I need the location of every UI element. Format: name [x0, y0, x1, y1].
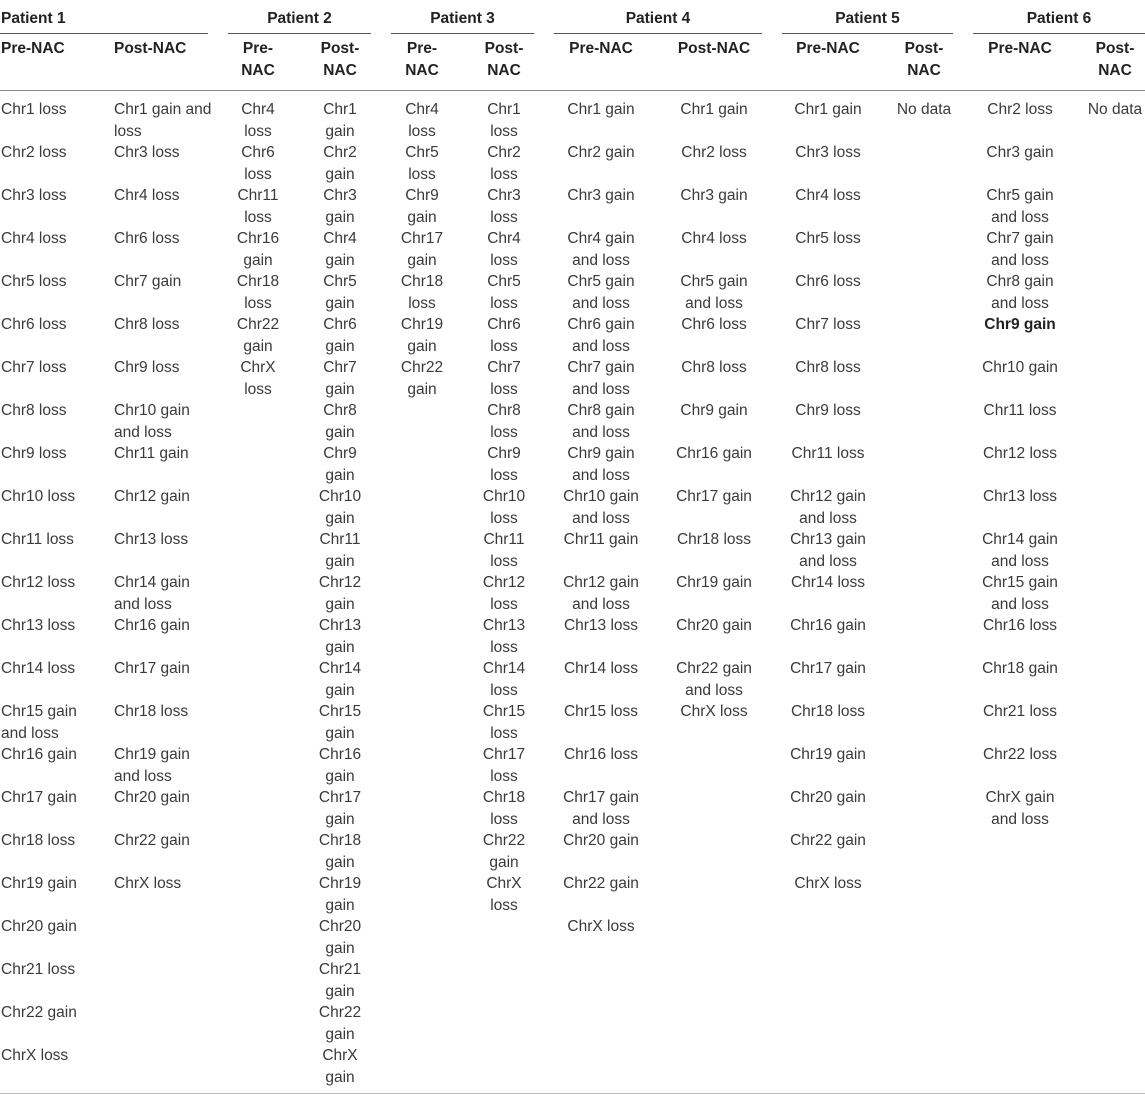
- patient-1-post-cell: Chr1 gain and loss: [114, 101, 212, 140]
- patient-2-post-cell: Chr21 gain: [318, 961, 362, 1000]
- patient-5-pre-cell: Chr16 gain: [790, 617, 866, 634]
- patient-3-post-cell: Chr18 loss: [482, 789, 526, 828]
- patient-1-pre-cell: Chr7 loss: [1, 359, 67, 376]
- patient-3-post-cell: Chr6 loss: [487, 316, 521, 355]
- patient-5-pre-cell: ChrX loss: [794, 875, 862, 892]
- patient-4-post-cell: Chr20 gain: [676, 617, 752, 634]
- patient-6-pre-cell: Chr7 gain and loss: [986, 230, 1054, 269]
- patient-3-post-cell: ChrX loss: [486, 875, 522, 914]
- patient-2-post-cell: Chr11 gain: [319, 531, 361, 570]
- patient-1-post-cell: Chr8 loss: [114, 316, 180, 333]
- patient-2-post-cell: Chr19 gain: [318, 875, 362, 914]
- patient-2-pre-cell: Chr16 gain: [236, 230, 280, 269]
- patient-2-pre-header: Pre-NAC: [241, 40, 275, 79]
- patient-3-pre-cell: Chr19 gain: [400, 316, 444, 355]
- patient-2-post-cell: Chr18 gain: [318, 832, 362, 871]
- patient-1-pre-header: Pre-NAC: [1, 40, 65, 57]
- patient-2-post-cell: Chr20 gain: [318, 918, 362, 957]
- patient-2-post-cell: Chr15 gain: [318, 703, 362, 742]
- patient-3-post-cell: Chr15 loss: [482, 703, 526, 742]
- patient-4-pre-cell: Chr13 loss: [563, 617, 639, 634]
- patient-1-pre-cell: Chr16 gain: [1, 746, 77, 763]
- patient-4-post-cell: Chr22 gain and loss: [676, 660, 752, 699]
- patient-1-pre-cell: Chr3 loss: [1, 187, 67, 204]
- patient-3-post-cell: Chr12 loss: [482, 574, 526, 613]
- patient-3-pre-cell: Chr5 loss: [405, 144, 439, 183]
- patient-6-pre-cell: Chr8 gain and loss: [986, 273, 1054, 312]
- patient-5-pre-cell: Chr9 loss: [795, 402, 861, 419]
- patient-1-pre-cell: ChrX loss: [1, 1047, 69, 1064]
- patient-2-post-cell: Chr4 gain: [323, 230, 357, 269]
- patient-3-pre-cell: Chr18 loss: [400, 273, 444, 312]
- patient-1-post-cell: Chr19 gain and loss: [114, 746, 190, 785]
- patient-1-pre-cell: Chr2 loss: [1, 144, 67, 161]
- patient-2-pre-cell: Chr6 loss: [241, 144, 275, 183]
- patient-4-pre-cell: Chr14 loss: [563, 660, 639, 677]
- patient-2-post-cell: Chr16 gain: [318, 746, 362, 785]
- patient-5-pre-cell: Chr8 loss: [795, 359, 861, 376]
- patient-2-pre-cell: Chr22 gain: [236, 316, 280, 355]
- patient-4-post-cell: Chr4 loss: [681, 230, 747, 247]
- patient-1-post-cell: Chr16 gain: [114, 617, 190, 634]
- patient-1-post-cell: Chr13 loss: [114, 531, 189, 548]
- patient-3-pre-cell: Chr4 loss: [405, 101, 439, 140]
- patient-6-header: Patient 6: [1026, 10, 1092, 27]
- patient-3-post-cell: Chr3 loss: [487, 187, 521, 226]
- patient-3-pre-cell: Chr9 gain: [405, 187, 439, 226]
- patient-1-post-cell: Chr7 gain: [114, 273, 182, 290]
- patient-3-pre-header: Pre-NAC: [405, 40, 439, 79]
- patient-3-post-header: Post-NAC: [484, 40, 524, 79]
- patient-4-post-cell: ChrX loss: [680, 703, 748, 720]
- patient-4-pre-cell: ChrX loss: [567, 918, 635, 935]
- patient-6-pre-cell: Chr3 gain: [986, 144, 1054, 161]
- patient-2-post-header: Post-NAC: [320, 40, 360, 79]
- patient-2-post-cell: Chr22 gain: [318, 1004, 362, 1043]
- patient-4-pre-cell: Chr15 loss: [563, 703, 639, 720]
- patient-1-pre-cell: Chr1 loss: [1, 101, 67, 118]
- patient-4-post-cell: Chr17 gain: [676, 488, 752, 505]
- patient-6-pre-cell: ChrX gain and loss: [985, 789, 1055, 828]
- patient-1-pre-cell: Chr4 loss: [1, 230, 67, 247]
- patient-5-pre-header: Pre-NAC: [796, 40, 860, 57]
- patient-3-post-cell: Chr4 loss: [487, 230, 521, 269]
- patient-4-pre-cell: Chr7 gain and loss: [567, 359, 635, 398]
- patient-5-pre-cell: Chr14 loss: [790, 574, 866, 591]
- patient-1-pre-cell: Chr10 loss: [1, 488, 76, 505]
- patient-5-post-header: Post-NAC: [904, 40, 944, 79]
- patient-3-post-cell: Chr2 loss: [487, 144, 521, 183]
- patient-3-header: Patient 3: [430, 10, 495, 27]
- patient-4-pre-cell: Chr2 gain: [567, 144, 635, 161]
- patient-2-post-cell: Chr5 gain: [323, 273, 357, 312]
- patient-4-pre-cell: Chr16 loss: [563, 746, 639, 763]
- patient-6-pre-cell: Chr21 loss: [982, 703, 1058, 720]
- patient-1-pre-cell: Chr5 loss: [1, 273, 67, 290]
- patient-1-pre-cell: Chr6 loss: [1, 316, 67, 333]
- patient-2-post-cell: Chr14 gain: [318, 660, 362, 699]
- patient-4-post-cell: Chr3 gain: [680, 187, 748, 204]
- patient-2-post-cell: Chr8 gain: [323, 402, 357, 441]
- patient-4-pre-cell: Chr10 gain and loss: [563, 488, 639, 527]
- patient-1-post-cell: Chr14 gain and loss: [114, 574, 190, 613]
- patient-6-pre-cell: Chr15 gain and loss: [982, 574, 1058, 613]
- patient-4-post-cell: Chr8 loss: [681, 359, 747, 376]
- patient-4-pre-cell: Chr20 gain: [563, 832, 639, 849]
- patient-4-pre-cell: Chr22 gain: [563, 875, 639, 892]
- patient-1-post-cell: Chr4 loss: [114, 187, 180, 204]
- patient-6-post-cell: No data: [1087, 101, 1143, 118]
- patient-5-pre-cell: Chr22 gain: [790, 832, 866, 849]
- patient-2-pre-cell: Chr11 loss: [237, 187, 279, 226]
- patient-2-post-cell: Chr10 gain: [318, 488, 362, 527]
- patient-6-pre-header: Pre-NAC: [988, 40, 1052, 57]
- patient-1-pre-cell: Chr19 gain: [1, 875, 77, 892]
- patient-4-pre-cell: Chr3 gain: [567, 187, 635, 204]
- patient-5-pre-cell: Chr4 loss: [795, 187, 861, 204]
- patient-4-pre-cell: Chr12 gain and loss: [563, 574, 639, 613]
- patient-4-pre-cell: Chr5 gain and loss: [567, 273, 635, 312]
- patient-5-pre-cell: Chr13 gain and loss: [790, 531, 866, 570]
- patient-3-post-cell: Chr7 loss: [487, 359, 521, 398]
- patient-6-pre-cell: Chr14 gain and loss: [982, 531, 1058, 570]
- patient-6-pre-cell: Chr13 loss: [982, 488, 1058, 505]
- patient-1-pre-cell: Chr14 loss: [1, 660, 76, 677]
- patient-4-post-cell: Chr19 gain: [676, 574, 752, 591]
- patient-4-post-cell: Chr1 gain: [680, 101, 748, 118]
- patient-4-post-cell: Chr16 gain: [676, 445, 752, 462]
- patient-6-pre-cell: Chr12 loss: [982, 445, 1058, 462]
- table-bottom-rule: [0, 1093, 1145, 1094]
- patient-1-pre-cell: Chr8 loss: [1, 402, 67, 419]
- patient-4-header: Patient 4: [625, 10, 691, 27]
- patient-4-pre-header: Pre-NAC: [569, 40, 633, 57]
- patient-1-pre-cell: Chr12 loss: [1, 574, 76, 591]
- patient-6-pre-cell: Chr2 loss: [987, 101, 1053, 118]
- patient-1-post-cell: Chr9 loss: [114, 359, 180, 376]
- patient-2-header: Patient 2: [267, 10, 332, 27]
- patient-5-pre-cell: Chr20 gain: [790, 789, 866, 806]
- patient-6-pre-cell: Chr16 loss: [982, 617, 1058, 634]
- patient-1-pre-cell: Chr20 gain: [1, 918, 77, 935]
- patient-6-pre-cell: Chr18 gain: [982, 660, 1058, 677]
- patient-1-rule: [0, 33, 208, 34]
- patient-2-post-cell: Chr17 gain: [318, 789, 362, 828]
- patient-4-post-cell: Chr18 loss: [676, 531, 752, 548]
- patient-2-rule: [228, 33, 371, 34]
- patient-1-post-cell: Chr18 loss: [114, 703, 189, 720]
- patient-2-post-cell: Chr6 gain: [323, 316, 357, 355]
- patient-5-pre-cell: Chr12 gain and loss: [790, 488, 866, 527]
- header-bottom-rule: [0, 90, 1145, 91]
- patient-4-pre-cell: Chr17 gain and loss: [563, 789, 639, 828]
- patient-6-pre-cell: Chr5 gain and loss: [986, 187, 1054, 226]
- patient-1-post-cell: ChrX loss: [114, 875, 182, 892]
- patient-3-pre-cell: Chr17 gain: [400, 230, 444, 269]
- patient-1-pre-cell: Chr11 loss: [1, 531, 74, 548]
- patient-6-pre-cell: Chr9 gain: [984, 316, 1056, 333]
- patient-6-post-header: Post-NAC: [1095, 40, 1135, 79]
- patient-3-post-cell: Chr22 gain: [482, 832, 526, 871]
- patient-1-pre-cell: Chr15 gain and loss: [1, 703, 77, 742]
- patient-3-post-cell: Chr11 loss: [483, 531, 525, 570]
- patient-4-rule: [554, 33, 762, 34]
- patient-5-pre-cell: Chr17 gain: [790, 660, 866, 677]
- patient-5-pre-cell: Chr5 loss: [795, 230, 861, 247]
- patient-1-pre-cell: Chr13 loss: [1, 617, 76, 634]
- patient-1-post-cell: Chr22 gain: [114, 832, 190, 849]
- patient-5-pre-cell: Chr7 loss: [795, 316, 861, 333]
- patient-1-pre-cell: Chr18 loss: [1, 832, 76, 849]
- patient-5-pre-cell: Chr18 loss: [790, 703, 866, 720]
- patient-1-post-cell: Chr10 gain and loss: [114, 402, 190, 441]
- patient-4-pre-cell: Chr1 gain: [567, 101, 635, 118]
- patient-5-header: Patient 5: [835, 10, 900, 27]
- patient-3-post-cell: Chr17 loss: [482, 746, 526, 785]
- patient-1-post-header: Post-NAC: [114, 40, 187, 57]
- patient-5-pre-cell: Chr19 gain: [790, 746, 866, 763]
- patient-5-pre-cell: Chr6 loss: [795, 273, 861, 290]
- patient-5-pre-cell: Chr11 loss: [791, 445, 865, 462]
- patient-2-post-cell: Chr7 gain: [323, 359, 357, 398]
- patient-4-pre-cell: Chr11 gain: [563, 531, 639, 548]
- patient-2-post-cell: Chr2 gain: [323, 144, 357, 183]
- patient-2-post-cell: Chr1 gain: [323, 101, 357, 140]
- patient-3-rule: [391, 33, 534, 34]
- patient-3-post-cell: Chr5 loss: [487, 273, 521, 312]
- patient-1-pre-cell: Chr9 loss: [1, 445, 67, 462]
- patient-4-pre-cell: Chr6 gain and loss: [567, 316, 635, 355]
- patient-1-post-cell: Chr17 gain: [114, 660, 190, 677]
- patient-4-pre-cell: Chr9 gain and loss: [567, 445, 635, 484]
- patient-4-post-header: Post-NAC: [677, 40, 751, 57]
- patient-3-post-cell: Chr1 loss: [487, 101, 521, 140]
- patient-4-pre-cell: Chr8 gain and loss: [567, 402, 635, 441]
- patient-1-header: Patient 1: [1, 10, 66, 27]
- patient-2-post-cell: Chr3 gain: [323, 187, 357, 226]
- patient-2-post-cell: ChrX gain: [322, 1047, 358, 1086]
- patient-4-post-cell: Chr6 loss: [681, 316, 747, 333]
- patient-6-rule: [973, 33, 1145, 34]
- patient-3-post-cell: Chr8 loss: [487, 402, 521, 441]
- patient-4-post-cell: Chr9 gain: [680, 402, 748, 419]
- patient-5-rule: [782, 33, 953, 34]
- patient-1-pre-cell: Chr21 loss: [1, 961, 76, 978]
- patient-1-post-cell: Chr20 gain: [114, 789, 190, 806]
- patient-1-pre-cell: Chr22 gain: [1, 1004, 77, 1021]
- patient-2-post-cell: Chr13 gain: [318, 617, 362, 656]
- patient-3-post-cell: Chr10 loss: [482, 488, 526, 527]
- patient-2-post-cell: Chr9 gain: [323, 445, 357, 484]
- patient-3-pre-cell: Chr22 gain: [400, 359, 444, 398]
- patient-4-pre-cell: Chr4 gain and loss: [567, 230, 635, 269]
- patient-4-post-cell: Chr5 gain and loss: [680, 273, 748, 312]
- patient-3-post-cell: Chr14 loss: [482, 660, 526, 699]
- patient-3-post-cell: Chr9 loss: [487, 445, 521, 484]
- patient-1-pre-cell: Chr17 gain: [1, 789, 77, 806]
- patient-2-pre-cell: ChrX loss: [240, 359, 276, 398]
- patient-5-pre-cell: Chr3 loss: [795, 144, 861, 161]
- patient-1-post-cell: Chr12 gain: [114, 488, 190, 505]
- patient-1-post-cell: Chr3 loss: [114, 144, 180, 161]
- patient-2-pre-cell: Chr18 loss: [236, 273, 280, 312]
- patient-2-pre-cell: Chr4 loss: [241, 101, 275, 140]
- patient-5-pre-cell: Chr1 gain: [794, 101, 862, 118]
- patient-6-pre-cell: Chr22 loss: [982, 746, 1058, 763]
- patient-5-post-cell: No data: [896, 101, 952, 118]
- patient-4-post-cell: Chr2 loss: [681, 144, 747, 161]
- patient-6-pre-cell: Chr11 loss: [983, 402, 1057, 419]
- patient-2-post-cell: Chr12 gain: [318, 574, 362, 613]
- patient-1-post-cell: Chr6 loss: [114, 230, 180, 247]
- patient-6-pre-cell: Chr10 gain: [982, 359, 1058, 376]
- patient-3-post-cell: Chr13 loss: [482, 617, 526, 656]
- patient-1-post-cell: Chr11 gain: [114, 445, 189, 462]
